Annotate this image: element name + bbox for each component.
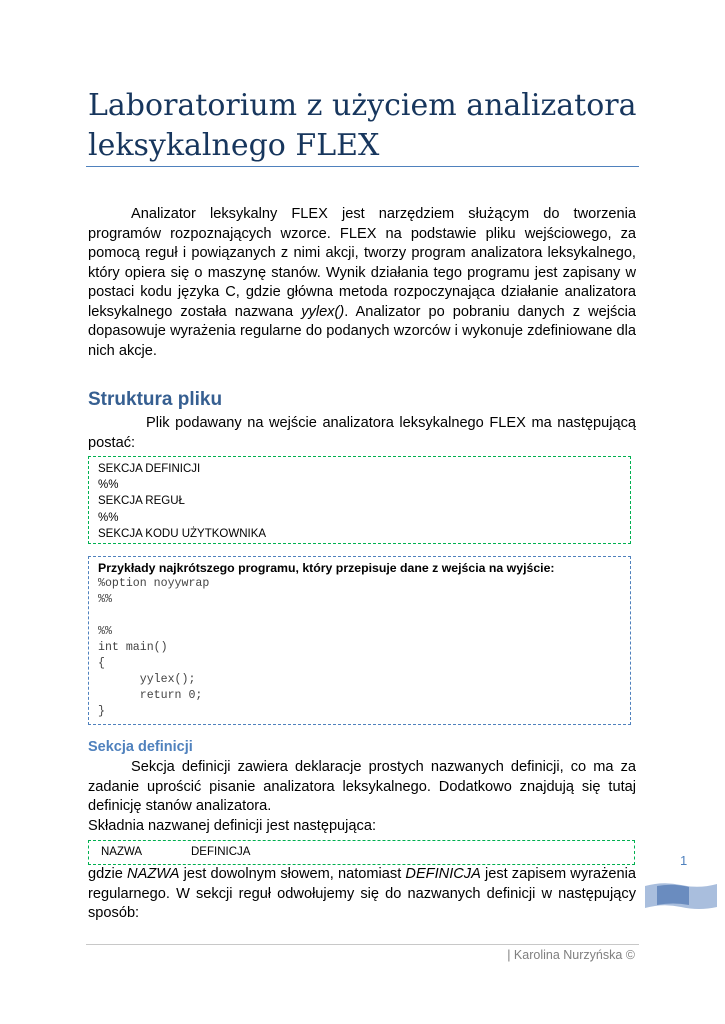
title-line-2: leksykalnego FLEX: [88, 128, 380, 163]
yylex-function: yylex(): [301, 303, 345, 320]
syntax-line: Składnia nazwanej definicji jest następująca:: [88, 818, 376, 834]
syntax-name: NAZWA: [101, 846, 143, 858]
structure-line: SEKCJA KODU UŻYTKOWNIKA: [98, 527, 267, 540]
structure-line: %%: [98, 511, 119, 524]
footer-author: | Karolina Nurzyńska ©: [507, 948, 635, 962]
example-title: Przykłady najkrótszego programu, który przepisuje dane z wejścia na wyjście:: [98, 561, 555, 575]
structure-line: SEKCJA REGUŁ: [98, 495, 185, 508]
page-corner-decoration: [645, 881, 717, 911]
example-code-box: [88, 556, 631, 725]
syntax-definition: DEFINICJA: [191, 846, 251, 858]
file-structure-box: [88, 456, 631, 544]
document-title: [88, 86, 648, 166]
subsection-heading-definitions: Sekcja definicji: [88, 739, 193, 755]
title-underline: [86, 166, 639, 167]
title-line-1: Laboratorium z użyciem analizatora: [88, 88, 637, 123]
example-code: %option noyywrap %% %% int main() { yylex(); return 0; }: [98, 577, 210, 718]
structure-line: %%: [98, 479, 119, 492]
structure-intro: Plik podawany na wejście analizatora leksykalnego FLEX ma następującą postać:: [88, 415, 636, 451]
section-heading-structure: Struktura pliku: [88, 389, 223, 410]
structure-line: SEKCJA DEFINICJI: [98, 463, 201, 475]
syntax-box: [88, 840, 635, 865]
definitions-paragraph: Sekcja definicji zawiera deklaracje prostych nazwanych definicji, co ma za zadanie uprościć pisanie analizatora leksykalnego. Dodatkowo znajdują się tutaj definicję stanów analizatora.: [88, 759, 636, 814]
page-number: 1: [680, 853, 688, 868]
closing-paragraph: gdzie NAZWA jest dowolnym słowem, natomiast DEFINICJA jest zapisem wyrażenia regularnego. W sekcji reguł odwołujemy się do nazwanych definicji w następujący sposób:: [88, 866, 636, 921]
intro-paragraph: Analizator leksykalny FLEX jest narzędziem służącym do tworzenia programów rozpoznających wzorce. FLEX na podstawie pliku wejściowego, za pomocą reguł i powiązanych z nimi akcji, tworzy program analizatora leksykalnego, który opiera się o maszynę stanów. Wynik działania tego programu jest zapisany w postaci kodu języka C, gdzie główna metoda rozpoczynająca działanie analizatora leksykalnego została nazwana yylex(). Analizator po pobraniu danych z wejścia dopasowuje wyrażenia regularne do podanych wzorców i wykonuje zdefiniowane dla nich akcje.: [88, 206, 636, 359]
footer-rule: [86, 944, 639, 945]
